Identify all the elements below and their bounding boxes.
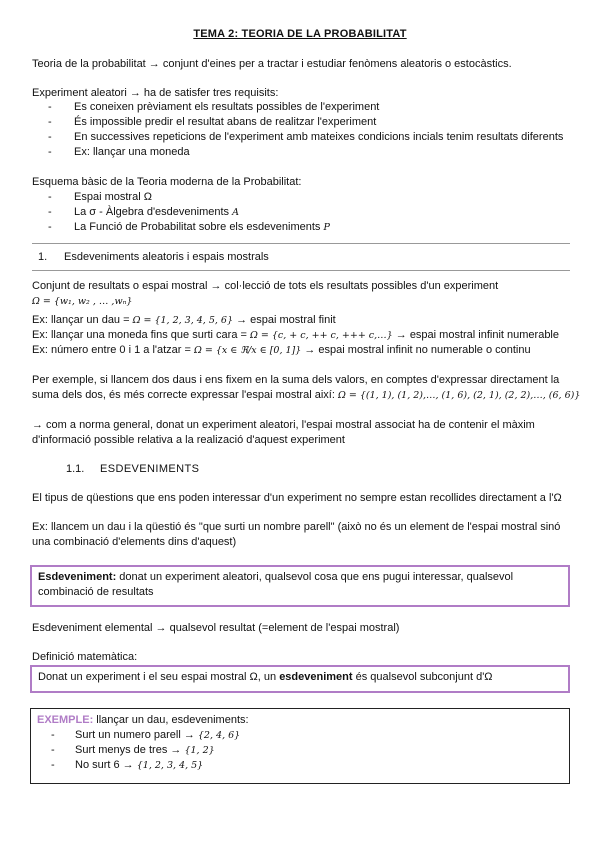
espai-definition: Conjunt de resultats o espai mostral → col·lecció de tots els resultats possibles d'un experiment: [32, 280, 499, 292]
example-list: [37, 728, 563, 773]
list-item: - Surt menys de tres → {1, 2}: [51, 744, 215, 756]
definition-box-esdeveniment: Esdeveniment: donat un experiment aleatori, qualsevol cosa que ens pugui interessar, qualsevol combinació de resultats: [30, 565, 570, 607]
definicio-heading: Definició matemàtica:: [32, 651, 138, 663]
example-dau-question: Ex: llancem un dau i la qüestió és "que surti un nombre parell" (això no és un element de l'espai mostral sinó una combinació d'elements dins d'aquest): [32, 521, 561, 548]
dice-line-2: suma dels dos, és més correcte expressar l'espai mostral així: Ω = {(1, 1), (1, 2),…, (1, 6), (2, 1), (2, 2),…, (6, 6)}: [32, 389, 581, 401]
definition-box-matematica: Donat un experiment i el seu espai mostral Ω, un esdeveniment és qualsevol subconjunt d'Ω: [30, 665, 570, 693]
example-numero: Ex: número entre 0 i 1 a l'atzar = Ω = {x ∈ ℜ/x ∈ [0, 1]} → espai mostral infinit no numerable o continu: [32, 344, 531, 356]
section-heading-1-1: 1.1. ESDEVENIMENTS: [66, 463, 200, 475]
list-item: - La σ - Àlgebra d'esdeveniments A: [48, 206, 239, 218]
dice-line-1: Per exemple, si llancem dos daus i ens fixem en la suma dels valors, en comptes d'expressar directament la: [32, 374, 560, 386]
list-item: - En successives repeticions de l'experiment amb mateixes condicions incials tenim resultats diferents: [48, 131, 564, 143]
section-divider-top: [32, 243, 570, 244]
list-item: - No surt 6 → {1, 2, 3, 4, 5}: [51, 759, 204, 771]
esquema-list: [32, 190, 570, 235]
tipus-paragraph: El tipus de qüestions que ens poden interessar d'un experiment no sempre estan recollides directament a l'Ω: [32, 492, 562, 504]
example-box: [30, 708, 570, 784]
example-moneda: Ex: llançar una moneda fins que surti cara = Ω = {c, + c, ++ c, +++ c,…} → espai mostral infinit numerable: [32, 329, 559, 341]
section-divider-bottom: [32, 270, 570, 271]
omega-definition: Ω = {w₁, w₂ , … ,wₙ}: [32, 296, 133, 307]
page-title: TEMA 2: TEORIA DE LA PROBABILITAT: [193, 28, 407, 40]
esquema-heading: Esquema bàsic de la Teoria moderna de la Probabilitat:: [32, 176, 302, 188]
list-item: - La Funció de Probabilitat sobre els esdeveniments P: [48, 221, 330, 233]
experiment-list: [32, 100, 570, 160]
experiment-heading: Experiment aleatori → ha de satisfer tres requisits:: [32, 87, 279, 99]
list-item: - És impossible predir el resultat abans de realitzar l'experiment: [48, 116, 377, 128]
norma-paragraph: → com a norma general, donat un experiment aleatori, l'espai mostral associat ha de contenir el màxim d'informació possible relativa a la realizació d'aquest experiment: [32, 419, 535, 446]
list-item: - Ex: llançar una moneda: [48, 146, 190, 158]
list-item: - Surt un numero parell → {2, 4, 6}: [51, 729, 241, 741]
section-heading-1: 1. Esdeveniments aleatoris i espais mostrals: [38, 251, 269, 263]
elemental-paragraph: Esdeveniment elemental → qualsevol resultat (=element de l'espai mostral): [32, 622, 400, 634]
list-item: - Es coneixen prèviament els resultats possibles de l'experiment: [48, 101, 380, 113]
list-item: - Espai mostral Ω: [48, 191, 152, 203]
example-heading: EXEMPLE: llançar un dau, esdeveniments:: [37, 714, 249, 726]
example-dau: Ex: llançar un dau = Ω = {1, 2, 3, 4, 5, 6} → espai mostral finit: [32, 314, 336, 326]
intro-paragraph: Teoria de la probabilitat → conjunt d'eines per a tractar i estudiar fenòmens aleatoris o estocàstics.: [32, 58, 512, 70]
